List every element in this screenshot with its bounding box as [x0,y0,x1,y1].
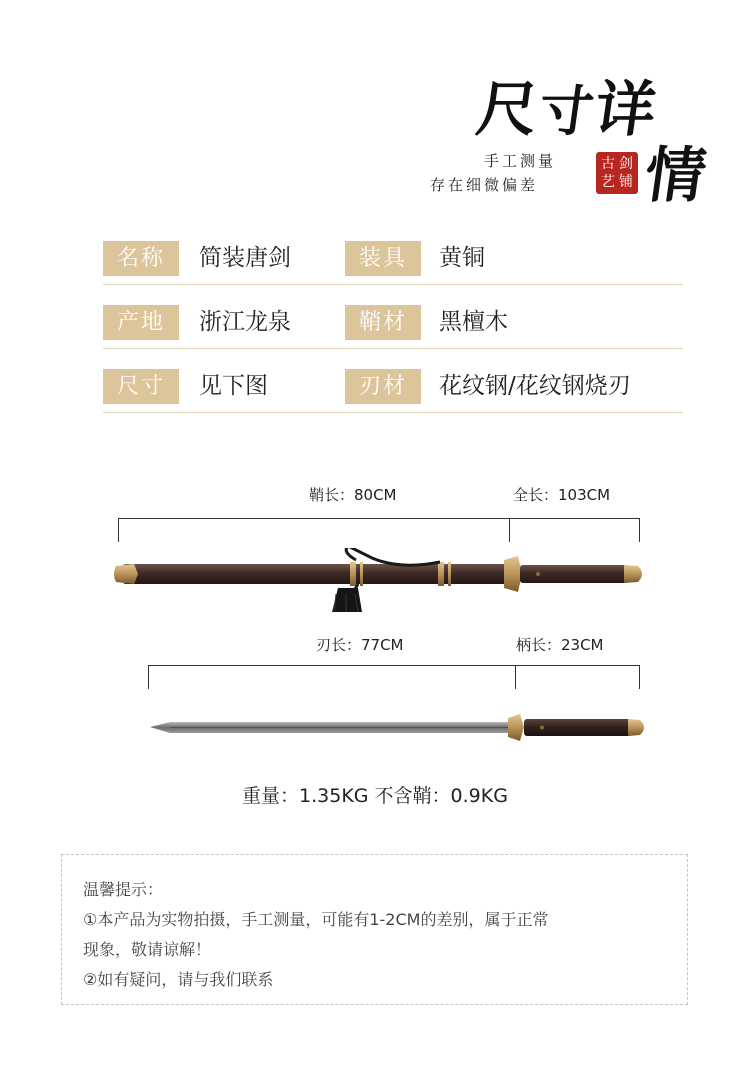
spec-tag-blade-material: 刃材 [345,369,421,404]
blade-dimension-line [148,665,640,666]
spec-tag-origin: 产地 [103,305,179,340]
sheathed-sword-image [110,548,650,618]
seal-char-1: 古 [601,156,615,172]
notice-box [61,854,688,1005]
notice-line-1: ①本产品为实物拍摄，手工测量，可能有1-2CM的差别，属于正常 [83,910,549,929]
sheath-length-label: 鞘长：80CM [309,486,397,504]
spec-value-size: 见下图 [199,373,268,399]
spec-row-1 [103,237,683,285]
dimension-tick [639,665,640,689]
total-length-label: 全长：103CM [513,486,611,504]
title-char-2: 寸 [534,79,600,143]
dimension-tick [148,665,149,689]
spec-tag-fittings: 装具 [345,241,421,276]
red-seal-stamp [596,152,638,194]
spec-value-sheath-material: 黑檀木 [439,309,508,335]
subtitle-line-2: 存在细微偏差 [430,176,539,194]
title-char-1: 尺 [472,75,545,145]
title-char-3: 详 [590,75,663,145]
notice-line-2: 现象，敬请谅解！ [83,940,212,959]
spec-value-blade-material: 花纹钢/花纹钢烧刃 [439,373,631,399]
title-char-4: 情 [640,141,711,211]
spec-value-fittings: 黄铜 [439,245,485,271]
spec-value-name: 简装唐剑 [199,245,291,271]
handle-length-label: 柄长：23CM [516,636,604,654]
spec-tag-size: 尺寸 [103,369,179,404]
spec-value-origin: 浙江龙泉 [199,309,291,335]
spec-row-3 [103,365,683,413]
sheath-dimension-line [118,518,640,519]
blade-length-label: 刃长：77CM [316,636,404,654]
dimension-tick [118,518,119,542]
dimension-tick [509,518,510,542]
spec-tag-name: 名称 [103,241,179,276]
seal-char-4: 铺 [619,174,633,190]
seal-char-2: 剑 [619,156,633,172]
notice-title: 温馨提示： [83,880,164,899]
dimension-tick [639,518,640,542]
bare-sword-image [148,710,648,746]
spec-row-2 [103,301,683,349]
page-title [472,62,664,148]
subtitle-line-1: 手工测量 [484,152,557,170]
weight-info: 重量：1.35KG 不含鞘：0.9KG [242,785,508,807]
dimension-tick [515,665,516,689]
seal-char-3: 艺 [601,174,615,190]
spec-tag-sheath-material: 鞘材 [345,305,421,340]
notice-line-3: ②如有疑问，请与我们联系 [83,970,274,989]
